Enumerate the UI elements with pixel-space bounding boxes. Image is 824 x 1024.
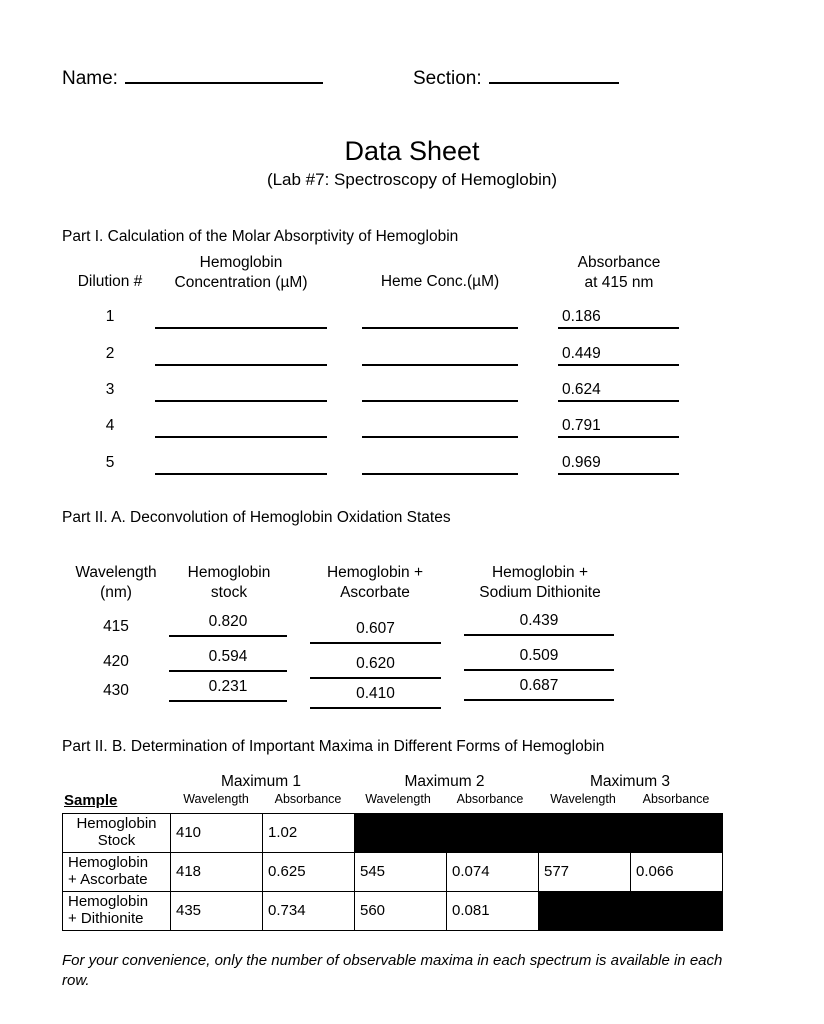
part1-heme-conc-input[interactable] xyxy=(362,454,518,475)
part2a-col-wavelength-header xyxy=(62,563,170,602)
part2a-col-ascorbate-header-line2: Ascorbate xyxy=(340,583,410,601)
part2b-subheader-max2-absorbance: Absorbance xyxy=(456,792,524,806)
part2a-col-dithionite-header-line1: Hemoglobin + xyxy=(491,564,589,581)
section-label: Section: xyxy=(412,68,482,89)
part1-absorbance-value: 0.624 xyxy=(558,381,679,402)
section-input-line[interactable] xyxy=(489,68,619,84)
part2a-dithionite-value: 0.439 xyxy=(464,612,614,636)
part1-dilution-number: 3 xyxy=(105,381,115,398)
part2b-max2-absorbance: 0.074 xyxy=(447,853,539,892)
part1-col-dilution-header: Dilution # xyxy=(77,273,143,290)
part1-dilution-number: 1 xyxy=(105,308,115,325)
part2b-sample-name xyxy=(63,853,171,892)
part1-col-absorbance-header xyxy=(558,253,680,292)
part2b-subheader-max3-wavelength: Wavelength xyxy=(550,792,616,806)
part2a-ascorbate-value: 0.410 xyxy=(310,685,441,709)
part1-heme-conc-input[interactable] xyxy=(362,345,518,366)
part1-hb-conc-input[interactable] xyxy=(155,417,327,438)
part2b-subheader-max1-absorbance: Absorbance xyxy=(274,792,342,806)
part2a-col-ascorbate-header xyxy=(305,563,445,602)
part2b-sample-name-line2: + Dithionite xyxy=(68,910,144,927)
part2a-col-wavelength-header-line2: (nm) xyxy=(100,583,132,601)
part1-heading: Part I. Calculation of the Molar Absorptivity of Hemoglobin xyxy=(62,228,459,245)
part2b-subheader-max2-wavelength: Wavelength xyxy=(365,792,431,806)
footnote-text: For your convenience, only the number of observable maxima in each spectrum is available in each row. xyxy=(62,952,723,990)
part1-heme-conc-input[interactable] xyxy=(362,308,518,329)
name-label: Name: xyxy=(62,68,118,89)
part2b-heading: Part II. B. Determination of Important Maxima in Different Forms of Hemoglobin xyxy=(62,738,605,755)
part2b-max1-wavelength: 418 xyxy=(171,853,263,892)
table-row xyxy=(63,853,723,892)
part2a-stock-value: 0.820 xyxy=(169,613,287,637)
part2b-sample-name-line2: + Ascorbate xyxy=(68,871,148,888)
part1-dilution-number: 4 xyxy=(105,417,115,434)
part2b-unavailable-cell xyxy=(539,892,723,931)
part2a-dithionite-value: 0.509 xyxy=(464,647,614,671)
part2b-unavailable-cell xyxy=(355,814,723,853)
part2a-stock-value: 0.594 xyxy=(169,648,287,672)
part1-absorbance-value: 0.969 xyxy=(558,454,679,475)
part2a-col-dithionite-header-line2: Sodium Dithionite xyxy=(479,583,601,601)
part2b-max3-wavelength: 577 xyxy=(539,853,631,892)
part1-hb-conc-input[interactable] xyxy=(155,454,327,475)
part2a-wavelength: 420 xyxy=(103,653,129,670)
part2a-heading: Part II. A. Deconvolution of Hemoglobin Oxidation States xyxy=(62,509,451,526)
part2b-maxima-table xyxy=(62,813,723,931)
part1-col-hb-conc-header-line2: Concentration (µM) xyxy=(174,273,308,291)
part2b-max1-absorbance: 1.02 xyxy=(263,814,355,853)
part1-col-hb-conc-header xyxy=(155,253,327,292)
part2b-sample-name-line1: Hemoglobin xyxy=(76,815,157,833)
part1-col-hb-conc-header-line1: Hemoglobin xyxy=(199,254,283,271)
part2a-col-dithionite-header xyxy=(455,563,625,602)
part2b-max2-wavelength: 560 xyxy=(355,892,447,931)
part2b-column-headers xyxy=(0,773,824,811)
part2b-sample-name xyxy=(63,892,171,931)
part2b-subheader-max3-absorbance: Absorbance xyxy=(642,792,710,806)
part2b-max1-wavelength: 410 xyxy=(171,814,263,853)
part2b-group-header-max3: Maximum 3 xyxy=(589,773,671,790)
part2a-col-ascorbate-header-line1: Hemoglobin + xyxy=(326,564,424,581)
part1-heme-conc-input[interactable] xyxy=(362,381,518,402)
table-row xyxy=(63,892,723,931)
part2b-max1-absorbance: 0.625 xyxy=(263,853,355,892)
part1-dilution-number: 2 xyxy=(105,345,115,362)
part1-absorbance-value: 0.791 xyxy=(558,417,679,438)
part2b-col-sample-header: Sample xyxy=(64,792,118,809)
part2a-wavelength: 430 xyxy=(103,682,129,699)
part1-hb-conc-input[interactable] xyxy=(155,345,327,366)
part1-row xyxy=(0,345,824,367)
part2a-stock-value: 0.231 xyxy=(169,678,287,702)
part2b-sample-name xyxy=(63,814,171,853)
part2b-max1-wavelength: 435 xyxy=(171,892,263,931)
part1-col-heme-conc-header: Heme Conc.(µM) xyxy=(380,273,500,290)
table-row xyxy=(63,814,723,853)
part2a-col-stock-header xyxy=(170,563,288,602)
part2a-ascorbate-value: 0.620 xyxy=(310,655,441,679)
page-title: Data Sheet xyxy=(344,136,480,166)
part2a-wavelength: 415 xyxy=(103,618,129,635)
part1-row xyxy=(0,308,824,330)
part1-col-absorbance-header-line2: at 415 nm xyxy=(584,273,654,291)
part1-row xyxy=(0,454,824,476)
part2b-subheader-max1-wavelength: Wavelength xyxy=(183,792,249,806)
part2b-group-header-max2: Maximum 2 xyxy=(404,773,485,790)
part1-absorbance-value: 0.449 xyxy=(558,345,679,366)
part1-absorbance-value: 0.186 xyxy=(558,308,679,329)
part2b-sample-name-line1: Hemoglobin xyxy=(68,854,149,872)
part1-hb-conc-input[interactable] xyxy=(155,381,327,402)
part2a-ascorbate-value: 0.607 xyxy=(310,620,441,644)
name-input-line[interactable] xyxy=(125,68,323,84)
page-subtitle: (Lab #7: Spectroscopy of Hemoglobin) xyxy=(266,170,558,189)
student-info-row xyxy=(62,68,762,90)
part2b-sample-name-line1: Hemoglobin xyxy=(68,893,149,911)
part2a-dithionite-value: 0.687 xyxy=(464,677,614,701)
part1-row xyxy=(0,381,824,403)
part2b-max2-absorbance: 0.081 xyxy=(447,892,539,931)
part2b-max3-absorbance: 0.066 xyxy=(631,853,723,892)
part2a-col-stock-header-line2: stock xyxy=(210,583,248,601)
part1-row xyxy=(0,417,824,439)
part2b-sample-name-line2: Stock xyxy=(97,832,136,849)
part1-hb-conc-input[interactable] xyxy=(155,308,327,329)
part1-col-absorbance-header-line1: Absorbance xyxy=(577,254,661,271)
part2a-col-stock-header-line1: Hemoglobin xyxy=(187,564,271,581)
part1-dilution-number: 5 xyxy=(105,454,115,471)
part2b-group-header-max1: Maximum 1 xyxy=(220,773,302,790)
part2b-max1-absorbance: 0.734 xyxy=(263,892,355,931)
part2b-max2-wavelength: 545 xyxy=(355,853,447,892)
part2a-col-wavelength-header-line1: Wavelength xyxy=(75,564,157,581)
part1-heme-conc-input[interactable] xyxy=(362,417,518,438)
